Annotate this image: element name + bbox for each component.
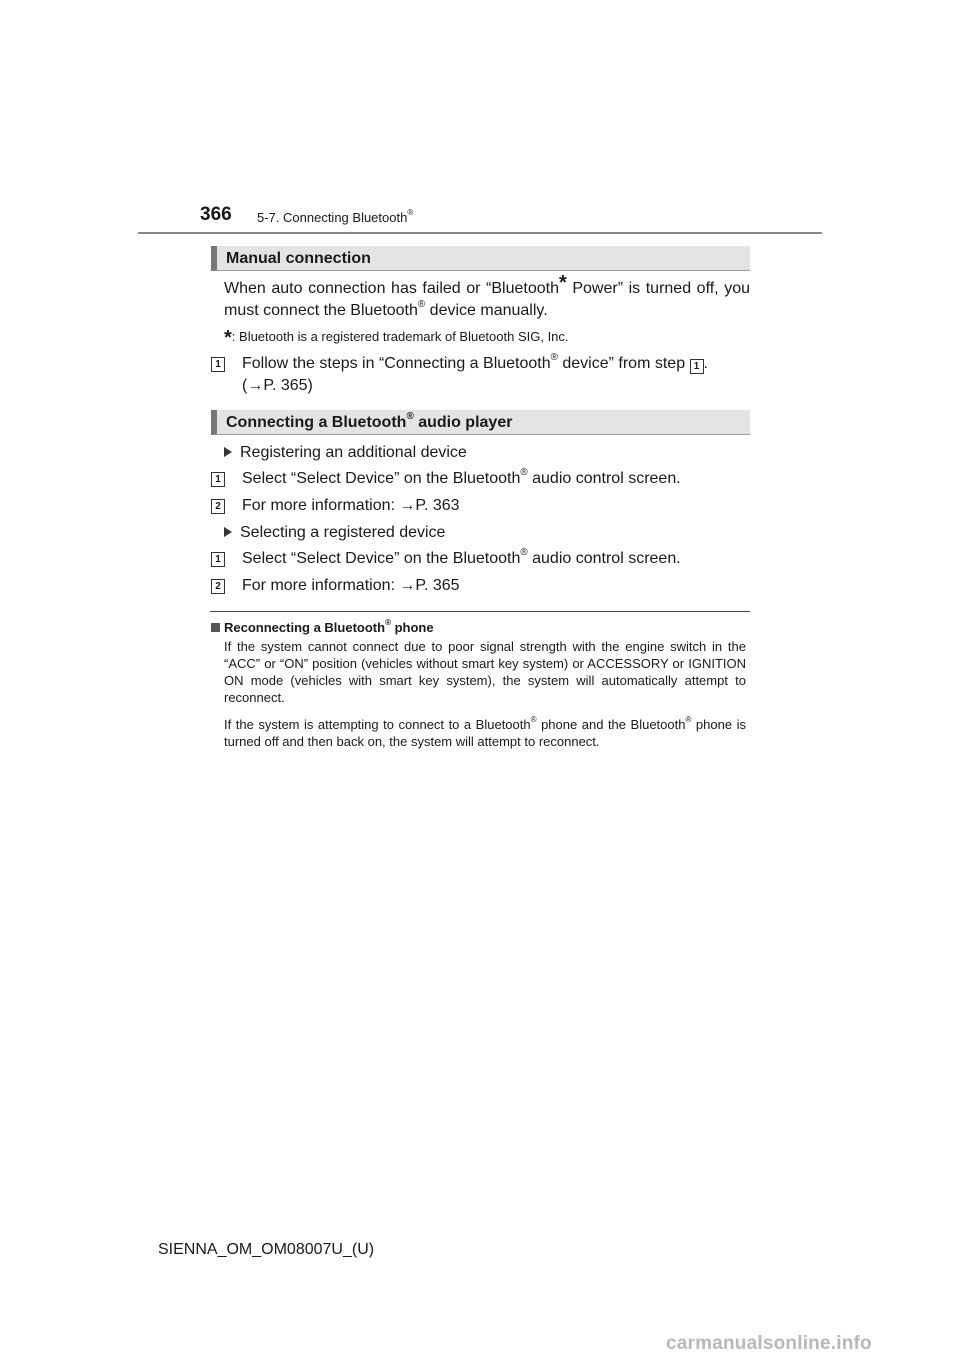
step-number-box: 2: [211, 499, 225, 514]
note-divider: [210, 611, 750, 612]
square-bullet-icon: [211, 623, 220, 632]
select-step-2-link[interactable]: For more information: →P. 365: [242, 577, 460, 594]
select-step-1-text: Select “Select Device” on the Bluetooth® audio control screen.: [242, 547, 681, 567]
audio-player-heading: Connecting a Bluetooth® audio player: [211, 410, 750, 435]
step-number-box: 1: [211, 472, 225, 487]
step-number-box: 1: [211, 357, 225, 372]
watermark: carmanualsonline.info: [666, 1333, 872, 1354]
trademark-footnote: *: Bluetooth is a registered trademark of Bluetooth SIG, Inc.: [224, 327, 569, 349]
note-paragraph-2: If the system is attempting to connect to a Bluetooth® phone and the Bluetooth® phone is turned off and then back on, the system will attempt to reconnect.: [224, 715, 746, 749]
manual-connection-heading: Manual connection: [211, 246, 750, 271]
bullet-selecting-device: Selecting a registered device: [224, 522, 445, 544]
step-reference-box: 1: [690, 359, 704, 374]
section-title: 5-7. Connecting Bluetooth®: [257, 208, 414, 225]
note-paragraph-1: If the system cannot connect due to poor signal strength with the engine switch in the “ACC” or “ON” position (vehicles without smart key system) or ACCESSORY or IGNITION ON mode (vehicles with smart key system), the system will automatically attempt to reconnect.: [224, 639, 746, 705]
note-title: Reconnecting a Bluetooth® phone: [211, 620, 434, 635]
manual-connection-paragraph: When auto connection has failed or “Bluetooth* Power” is turned off, you must connect the Bluetooth® device manually.: [224, 271, 750, 319]
register-step-1-text: Select “Select Device” on the Bluetooth® audio control screen.: [242, 467, 681, 487]
page-number: 366: [200, 204, 232, 225]
triangle-bullet-icon: [224, 447, 232, 457]
step-number-box: 2: [211, 579, 225, 594]
header-divider: [138, 232, 822, 234]
manual-step-1-text: Follow the steps in “Connecting a Bluetooth® device” from step 1 . (→P. 365): [242, 352, 708, 394]
register-step-2-link[interactable]: For more information: →P. 363: [242, 497, 460, 514]
triangle-bullet-icon: [224, 527, 232, 537]
bullet-registering-device: Registering an additional device: [224, 442, 467, 464]
page-reference-link[interactable]: (→P. 365): [242, 377, 313, 394]
step-number-box: 1: [211, 552, 225, 567]
document-code: SIENNA_OM_OM08007U_(U): [158, 1241, 375, 1258]
